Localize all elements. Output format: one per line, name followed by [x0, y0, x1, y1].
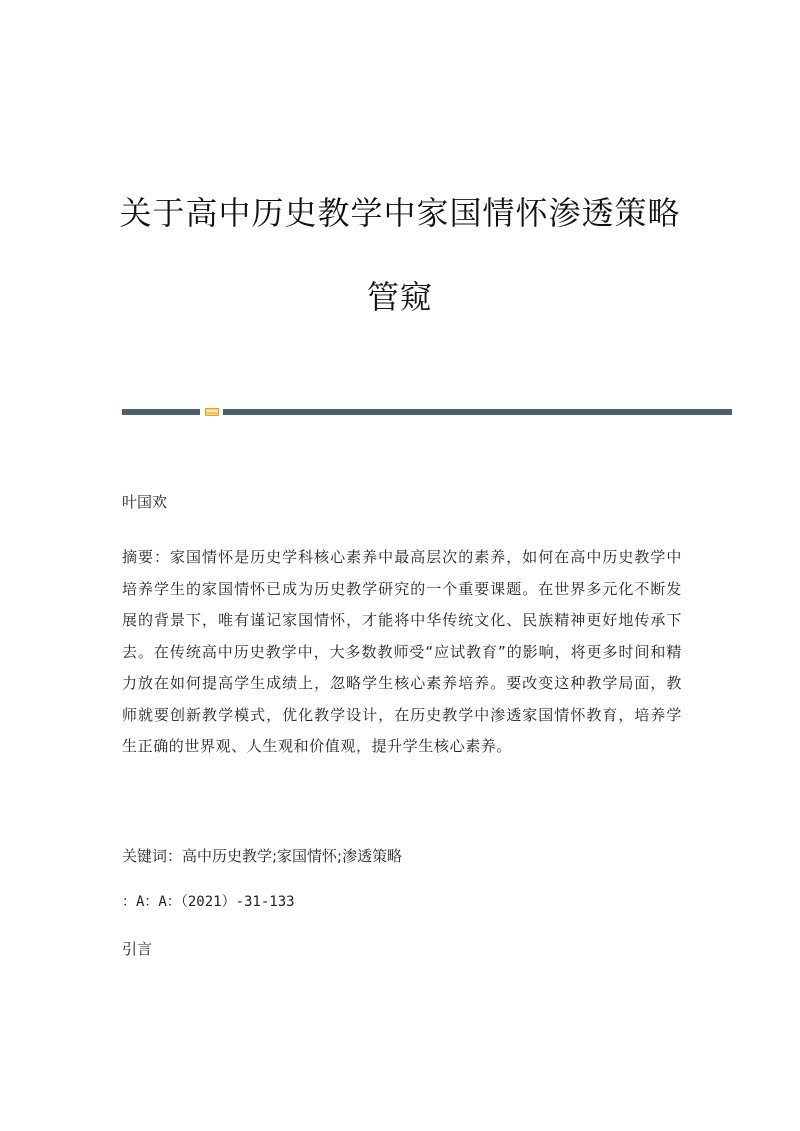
- document-title-line2: 管窥: [366, 278, 433, 316]
- divider-ornament-icon: [205, 408, 219, 416]
- section-heading-intro: 引言: [122, 940, 153, 958]
- abstract-paragraph: 摘要：家国情怀是历史学科核心素养中最高层次的素养，如何在高中历史教学中培养学生的家国情怀已成为历史教学研究的一个重要课题。在世界多元化不断发展的背景下，唯有谨记家国情怀，才能将中华传统文化、民族精神更好地传承下去。在传统高中历史教学中，大多数教师受“应试教育”的影响，将更多时间和精力放在如何提高学生成绩上，忽略学生核心素养培养。要改变这种教学局面，教师就要创新教学模式，优化教学设计，在历史教学中渗透家国情怀教育，培养学生正确的世界观、人生观和价值观，提升学生核心素养。: [122, 548, 682, 755]
- divider-bar-right: [223, 409, 732, 415]
- keywords-line: 关键词：高中历史教学;家国情怀;渗透策略: [122, 847, 403, 865]
- classification-line: ：A：A：（2021）-31-133: [122, 894, 295, 910]
- title-divider: [122, 408, 732, 416]
- author-name: 叶国欢: [122, 493, 168, 511]
- divider-bar-left: [122, 409, 200, 415]
- document-title-line1: 关于高中历史教学中家国情怀渗透策略: [119, 194, 681, 232]
